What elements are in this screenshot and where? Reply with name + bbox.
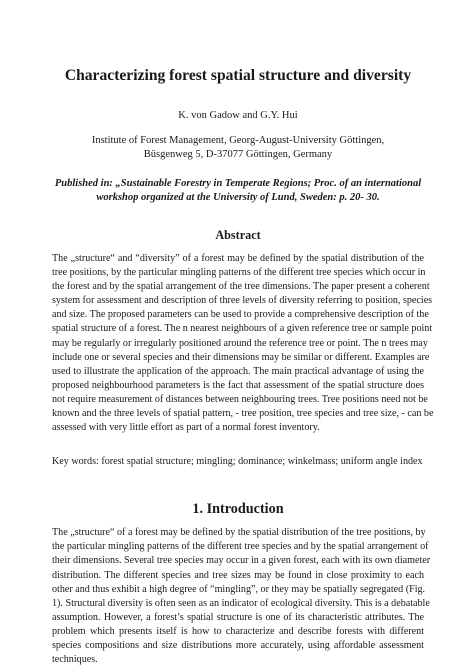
keywords: Key words: forest spatial structure; mingling; dominance; winkelmass; uniform angle index	[52, 456, 423, 468]
abstract-line: and size. The proposed parameters can be used to provide a comprehensive description of the	[52, 309, 429, 321]
abstract-line: proposed neighbourhood parameters is the fact that assessment of the spatial structure does	[52, 379, 424, 391]
introduction-line: the particular mingling patterns of the different tree species and by the spatial arrangement of	[52, 541, 429, 553]
abstract-line: used to illustrate the application of the approach. The main practical advantage of using the	[52, 365, 424, 377]
paper-title: Characterizing forest spatial structure and diversity	[64, 67, 412, 84]
introduction-line: 1). Structural diversity is often seen as an indicator of ecological diversity. This is a debatable	[52, 597, 430, 609]
publication-note-line: Published in: „Sustainable Forestry in Temperate Regions; Proc. of an international	[54, 178, 422, 189]
introduction-line: The „structure“ of a forest may be defined by the spatial distribution of the tree positions, by	[52, 527, 426, 539]
abstract-line: include one or several species and their dimensions may be similar or different. Examples are	[52, 351, 430, 363]
affiliation-line: Institute of Forest Management, Georg-August-University Göttingen,	[91, 135, 385, 146]
abstract-line: The „structure“ and “diversity” of a forest may be defined by the spatial distribution of the	[52, 253, 424, 264]
introduction-line: assumption. However, a forest’s spatial structure is one of its characteristic attributes. The	[52, 611, 424, 623]
affiliation-line: Büsgenweg 5, D-37077 Göttingen, Germany	[143, 149, 333, 160]
introduction-line: techniques.	[52, 654, 98, 666]
paper-authors: K. von Gadow and G.Y. Hui	[178, 110, 298, 121]
introduction-line: problem which presents itself is how to characterize and describe forests with different	[52, 625, 424, 637]
introduction-line: species compositions and size distributions more accurately, using affordable assessment	[52, 639, 424, 651]
abstract-line: spatial structure of a forest. The n nearest neighbours of a given reference tree or sample point	[52, 323, 433, 335]
affiliation	[52, 122, 424, 162]
abstract-line: the forest and by the spatial arrangement of the tree dimensions. The paper present a coherent	[52, 281, 430, 293]
abstract-heading: Abstract	[215, 228, 261, 242]
introduction-line: their dimensions. Several tree species may occur in a given forest, each with its own diameter	[52, 555, 431, 567]
introduction-line: distribution. The different species and tree sizes may be found in close proximity to each	[52, 569, 424, 581]
abstract-line: assessed with very little effort as part of a normal forest inventory.	[52, 422, 320, 434]
publication-note-line: workshop organized at the University of Lund, Sweden: p. 20- 30.	[96, 192, 380, 203]
introduction-heading: 1. Introduction	[192, 501, 284, 518]
abstract-body	[52, 243, 434, 435]
abstract-line: system for assessment and description of three levels of diversity referring to position, species	[52, 295, 433, 307]
introduction-line: other and thus exhibit a high degree of “mingling”, or they may be spatially segregated (Fig.	[52, 583, 426, 595]
publication-note	[52, 162, 424, 205]
introduction-body	[52, 518, 431, 667]
abstract-line: may be regularly or irregularly positioned around the reference tree or point. The n trees may	[52, 337, 428, 349]
abstract-line: not require measurement of distances between neighbouring trees. Tree positions need not be	[52, 393, 428, 405]
abstract-line: tree positions, by the particular mingling patterns of the different tree species which occur in	[52, 267, 426, 279]
abstract-line: known and the three levels of spatial pattern, - tree position, tree species and tree size, - can be	[52, 408, 434, 420]
